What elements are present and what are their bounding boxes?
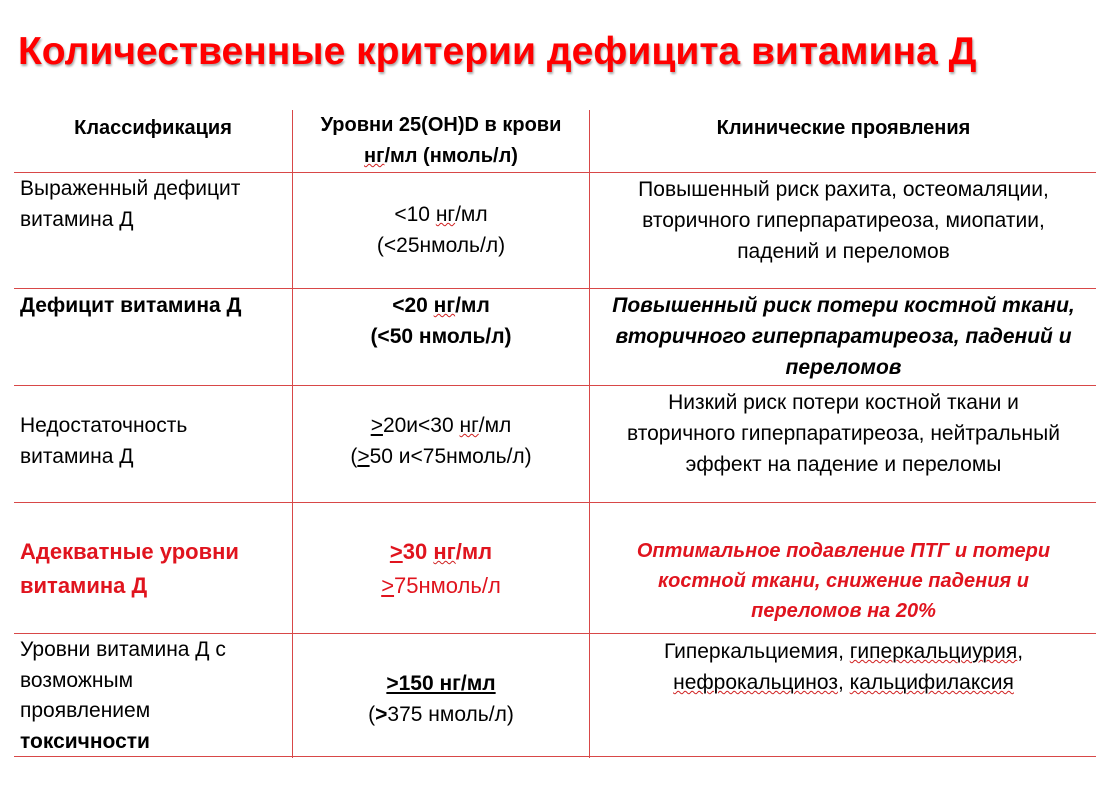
row3-clinical-line: вторичного гиперпаратиреоза, нейтральный bbox=[627, 421, 1060, 445]
row5-class-line: токсичности bbox=[20, 729, 150, 753]
row3-level-a-value: 20и<30 bbox=[382, 414, 460, 437]
row2-level bbox=[296, 288, 586, 354]
row5-clinical-sep: , bbox=[837, 671, 850, 694]
row2-clinical bbox=[597, 288, 1090, 385]
header-levels-line1: Уровни 25(ОН)D в крови bbox=[320, 114, 562, 136]
row4-clinical bbox=[597, 533, 1090, 629]
row3-level-a-unit: нг bbox=[459, 414, 479, 437]
row5-level-b bbox=[368, 699, 514, 730]
row4-class-line: Адекватные уровни bbox=[20, 539, 239, 564]
row5-class-line: возможным bbox=[20, 668, 134, 692]
header-clinical-label: Клинические проявления bbox=[716, 116, 971, 139]
row1-level-a-unit: нг bbox=[435, 203, 456, 226]
row4-level-a-unit: нг bbox=[433, 539, 456, 564]
header-classification-label: Классификация bbox=[74, 116, 232, 139]
row2-clinical-line: Повышенный риск потери костной ткани, bbox=[612, 294, 1075, 317]
header-classification bbox=[14, 110, 292, 146]
column-divider bbox=[589, 110, 590, 758]
row-divider bbox=[14, 502, 1096, 503]
row5-clinical-line1 bbox=[664, 636, 1023, 667]
row3-class-line: витамина Д bbox=[20, 445, 134, 468]
row5-level-a: >150 нг/мл bbox=[386, 672, 496, 695]
row2-level-a bbox=[392, 290, 490, 321]
row3-level-a-rest: /мл bbox=[478, 414, 512, 437]
row4-classification bbox=[20, 535, 288, 603]
header-levels-line2 bbox=[364, 141, 518, 172]
row3-clinical bbox=[597, 385, 1090, 481]
row4-class-line: витамина Д bbox=[20, 573, 148, 598]
row4-level-a-symbol: > bbox=[389, 539, 403, 564]
row1-clinical bbox=[597, 172, 1090, 268]
row3-level-b-open: ( bbox=[350, 445, 358, 468]
row4-level-b-symbol: > bbox=[381, 573, 395, 598]
row1-level-a-rest: /мл bbox=[455, 203, 488, 226]
row2-level-a-value: <20 bbox=[392, 294, 434, 317]
row5-clinical-term: нефрокальциноз bbox=[673, 671, 838, 694]
row3-level-b-symbol: > bbox=[357, 445, 370, 468]
row4-level-b-value: 75нмоль/л bbox=[394, 573, 501, 598]
row5-clinical-term: Гиперкальциемия bbox=[663, 640, 839, 663]
row5-clinical-sep: , bbox=[1017, 640, 1024, 663]
row1-level bbox=[296, 172, 586, 288]
row3-level-b bbox=[350, 441, 531, 472]
row4-level-b bbox=[381, 569, 501, 603]
row1-clinical-line: вторичного гиперпаратиреоза, миопатии, bbox=[642, 208, 1045, 232]
row4-level bbox=[296, 535, 586, 603]
row2-class-line: Дефицит витамина Д bbox=[20, 293, 242, 317]
header-clinical bbox=[597, 110, 1090, 146]
criteria-table bbox=[14, 110, 1096, 758]
row1-class-line: витамина Д bbox=[20, 208, 134, 231]
row5-level-b-symbol: > bbox=[375, 703, 388, 726]
row4-level-a-value: 30 bbox=[402, 539, 434, 564]
row4-clinical-line: Оптимальное подавление ПТГ и потери bbox=[636, 540, 1051, 562]
row2-level-a-rest: /мл bbox=[455, 294, 490, 317]
row3-level-b-value: 50 и<75нмоль/л) bbox=[369, 445, 532, 468]
row5-classification bbox=[20, 635, 288, 759]
page-title: Количественные критерии дефицита витамина Д bbox=[18, 30, 977, 73]
row4-clinical-line: переломов на 20% bbox=[751, 600, 936, 622]
row5-clinical-term: кальцифилаксия bbox=[849, 671, 1014, 694]
column-divider bbox=[292, 110, 293, 758]
row5-level-b-open: ( bbox=[368, 703, 376, 726]
row2-level-a-unit: нг bbox=[433, 294, 456, 317]
header-levels-unit: нг bbox=[364, 145, 385, 167]
row5-clinical-line2 bbox=[673, 667, 1014, 698]
header-levels bbox=[296, 110, 586, 172]
row2-clinical-line: переломов bbox=[785, 356, 902, 379]
row4-level-a bbox=[390, 535, 492, 569]
row5-class-line: проявлением bbox=[20, 699, 151, 722]
row3-clinical-line: Низкий риск потери костной ткани и bbox=[668, 390, 1019, 414]
row5-level-b-value: 375 нмоль/л) bbox=[387, 703, 514, 726]
row1-level-b: (<25нмоль/л) bbox=[376, 234, 506, 257]
row3-class-line: Недостаточность bbox=[20, 414, 188, 437]
row4-clinical-line: костной ткани, снижение падения и bbox=[658, 570, 1029, 592]
row5-clinical bbox=[597, 635, 1090, 699]
row1-level-a bbox=[394, 199, 487, 230]
row1-level-a-value: <10 bbox=[394, 203, 436, 226]
row5-clinical-sep: , bbox=[838, 640, 850, 663]
row3-level-a-symbol: > bbox=[370, 414, 383, 437]
row5-class-line: Уровни витамина Д с bbox=[20, 638, 226, 661]
row2-level-b: (<50 нмоль/л) bbox=[370, 325, 512, 348]
row3-level bbox=[296, 403, 586, 479]
row4-level-a-rest: /мл bbox=[455, 539, 493, 564]
row3-clinical-line: эффект на падение и переломы bbox=[685, 452, 1002, 476]
row1-class-line: Выраженный дефицит bbox=[20, 177, 241, 200]
row2-clinical-line: вторичного гиперпаратиреоза, падений и bbox=[615, 325, 1072, 348]
row-divider bbox=[14, 633, 1096, 634]
row1-clinical-line: Повышенный риск рахита, остеомаляции, bbox=[638, 177, 1049, 201]
row3-level-a bbox=[371, 410, 512, 441]
row1-classification bbox=[20, 172, 288, 236]
row2-classification bbox=[20, 288, 288, 322]
row3-classification bbox=[20, 403, 288, 479]
header-levels-unit-rest: /мл (нмоль/л) bbox=[384, 145, 518, 167]
row5-level bbox=[296, 667, 586, 731]
row1-clinical-line: падений и переломов bbox=[737, 239, 950, 263]
row5-clinical-term: гиперкальциурия bbox=[849, 640, 1018, 663]
